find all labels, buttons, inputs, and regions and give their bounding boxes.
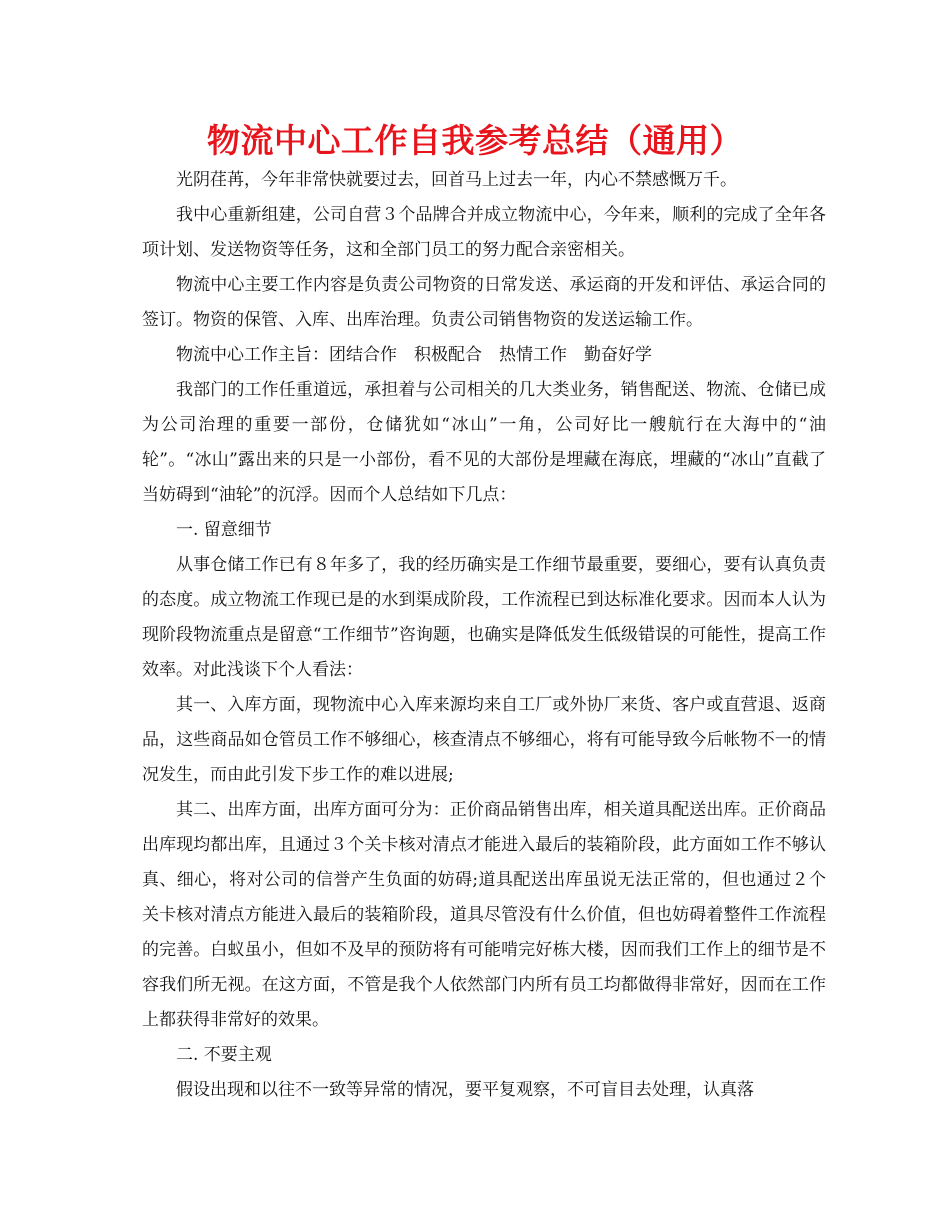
- paragraph-motto: 物流中心工作主旨：团结合作 积极配合 热情工作 勤奋好学: [176, 345, 652, 365]
- paragraph-main-work: 物流中心主要工作内容是负责公司物资的日常发送、承运商的开发和评估、承运合同的签订。物资的保管、入库、出库治理。负责公司销售物资的发送运输工作。: [142, 275, 826, 330]
- paragraph-center-rebuild: 我中心重新组建，公司自营３个品牌合并成立物流中心，今年来，顺利的完成了全年各项计划、发送物资等任务，这和全部门员工的努力配合亲密相关。: [142, 205, 826, 260]
- paragraph-inbound: 其一、入库方面，现物流中心入库来源均来自工厂或外协厂来货、客户或直营退、返商品，这些商品如仓管员工作不够细心，核查清点不够细心，将有可能导致今后帐物不一的情况发生，而由此引发下步工作的难以进展;: [142, 695, 826, 785]
- document-title: 物流中心工作自我参考总结（通用）: [207, 121, 743, 160]
- paragraph-department-duty: 我部门的工作任重道远，承担着与公司相关的几大类业务，销售配送、物流、仓储已成为公司治理的重要一部份，仓储犹如“冰山”一角，公司好比一艘航行在大海中的“油轮”。“冰山”露出来的只是一小部份，看不见的大部份是埋藏在海底，埋藏的“冰山”直截了当妨碍到“油轮”的沉浮。因而个人总结如下几点：: [142, 380, 826, 505]
- paragraph-abnormal: 假设出现和以往不一致等异常的情况，要平复观察，不可盲目去处理，认真落: [176, 1080, 754, 1100]
- paragraph-intro: 光阴荏苒，今年非常快就要过去，回首马上过去一年，内心不禁感慨万千。: [176, 170, 737, 190]
- section-heading-not-subjective: 二. 不要主观: [176, 1045, 272, 1065]
- document-body: [142, 163, 826, 1108]
- paragraph-details: 从事仓储工作已有８年多了，我的经历确实是工作细节最重要，要细心，要有认真负责的态度。成立物流工作现已是的水到渠成阶段，工作流程已到达标准化要求。因而本人认为现阶段物流重点是留意“工作细节”咨询题，也确实是降低发生低级错误的可能性，提高工作效率。对此浅谈下个人看法：: [142, 555, 826, 680]
- paragraph-outbound: 其二、出库方面，出库方面可分为：正价商品销售出库，相关道具配送出库。正价商品出库现均都出库，且通过３个关卡核对清点才能进入最后的装箱阶段，此方面如工作不够认真、细心，将对公司的信誉产生负面的妨碍;道具配送出库虽说无法正常的，但也通过２个关卡核对清点方能进入最后的装箱阶段，道具尽管没有什么价值，但也妨碍着整件工作流程的完善。白蚁虽小，但如不及早的预防将有可能啃完好栋大楼，因而我们工作上的细节是不容我们所无视。在这方面，不管是我个人依然部门内所有员工均都做得非常好，因而在工作上都获得非常好的效果。: [142, 800, 826, 1030]
- section-heading-details: 一. 留意细节: [176, 520, 272, 540]
